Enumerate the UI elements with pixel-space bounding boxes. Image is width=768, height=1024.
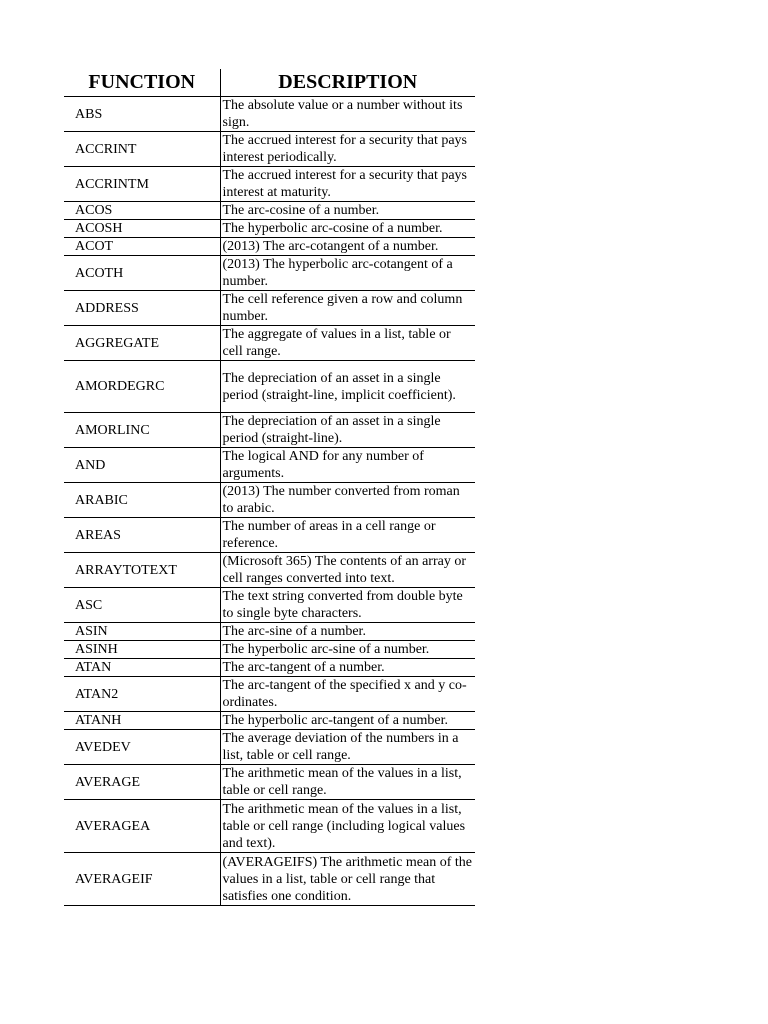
table-row [64,677,475,712]
function-name-cell: ABS [64,97,220,132]
table-row [64,220,475,238]
function-description-cell: The arc-tangent of a number. [220,659,475,677]
function-name-cell: ARRAYTOTEXT [64,553,220,588]
function-description-cell: The number of areas in a cell range or reference. [220,518,475,553]
function-name-cell: AVERAGEIF [64,853,220,906]
function-name-cell: ASIN [64,623,220,641]
function-name-cell: ACOSH [64,220,220,238]
function-description-cell: The arc-tangent of the specified x and y co-ordinates. [220,677,475,712]
table-row [64,553,475,588]
function-name-cell: AREAS [64,518,220,553]
function-name-cell: ATAN [64,659,220,677]
function-description-cell: (2013) The number converted from roman to arabic. [220,483,475,518]
function-description-cell: (Microsoft 365) The contents of an array or cell ranges converted into text. [220,553,475,588]
table-row [64,256,475,291]
function-description-cell: (2013) The arc-cotangent of a number. [220,238,475,256]
function-description-cell: The accrued interest for a security that pays interest at maturity. [220,167,475,202]
table-row [64,202,475,220]
table-row [64,623,475,641]
function-description-cell: The depreciation of an asset in a single period (straight-line, implicit coefficient). [220,361,475,413]
function-description-cell: The absolute value or a number without its sign. [220,97,475,132]
table-row [64,326,475,361]
function-description-cell: The hyperbolic arc-sine of a number. [220,641,475,659]
table-row [64,641,475,659]
table-row [64,413,475,448]
table-row [64,712,475,730]
function-description-cell: The arithmetic mean of the values in a list, table or cell range (including logical values and text). [220,800,475,853]
function-name-cell: AVERAGEA [64,800,220,853]
table-row [64,238,475,256]
function-description-cell: The hyperbolic arc-cosine of a number. [220,220,475,238]
table-row [64,132,475,167]
function-description-cell: The average deviation of the numbers in a list, table or cell range. [220,730,475,765]
function-description-cell: The accrued interest for a security that pays interest periodically. [220,132,475,167]
function-table [64,69,475,906]
function-name-cell: AMORDEGRC [64,361,220,413]
function-name-cell: ATAN2 [64,677,220,712]
function-description-cell: The cell reference given a row and column number. [220,291,475,326]
function-name-cell: ACOS [64,202,220,220]
function-name-cell: AMORLINC [64,413,220,448]
table-body [64,97,475,906]
table-row [64,853,475,906]
function-description-cell: The arc-cosine of a number. [220,202,475,220]
table-row [64,730,475,765]
table-row [64,588,475,623]
table-row [64,97,475,132]
table-row [64,518,475,553]
function-name-cell: AGGREGATE [64,326,220,361]
function-name-cell: AVERAGE [64,765,220,800]
function-description-cell: The text string converted from double byte to single byte characters. [220,588,475,623]
function-description-cell: The aggregate of values in a list, table or cell range. [220,326,475,361]
table-row [64,483,475,518]
function-name-cell: ASC [64,588,220,623]
function-name-cell: AVEDEV [64,730,220,765]
function-name-cell: ACOTH [64,256,220,291]
function-name-cell: ADDRESS [64,291,220,326]
function-description-cell: (2013) The hyperbolic arc-cotangent of a number. [220,256,475,291]
function-description-cell: The logical AND for any number of arguments. [220,448,475,483]
function-description-cell: The arithmetic mean of the values in a list, table or cell range. [220,765,475,800]
table-row [64,291,475,326]
function-name-cell: ACCRINTM [64,167,220,202]
table-row [64,167,475,202]
function-description-cell: The arc-sine of a number. [220,623,475,641]
table-row [64,659,475,677]
function-table-container [64,69,475,906]
function-name-cell: ACOT [64,238,220,256]
function-column-header: FUNCTION [64,69,220,97]
function-description-cell: The depreciation of an asset in a single period (straight-line). [220,413,475,448]
function-description-cell: The hyperbolic arc-tangent of a number. [220,712,475,730]
table-header-row [64,69,475,97]
table-row [64,448,475,483]
function-name-cell: AND [64,448,220,483]
table-row [64,361,475,413]
table-row [64,765,475,800]
function-name-cell: ASINH [64,641,220,659]
function-name-cell: ACCRINT [64,132,220,167]
description-column-header: DESCRIPTION [220,69,475,97]
function-name-cell: ARABIC [64,483,220,518]
table-row [64,800,475,853]
function-description-cell: (AVERAGEIFS) The arithmetic mean of the values in a list, table or cell range that satisfies one condition. [220,853,475,906]
function-name-cell: ATANH [64,712,220,730]
